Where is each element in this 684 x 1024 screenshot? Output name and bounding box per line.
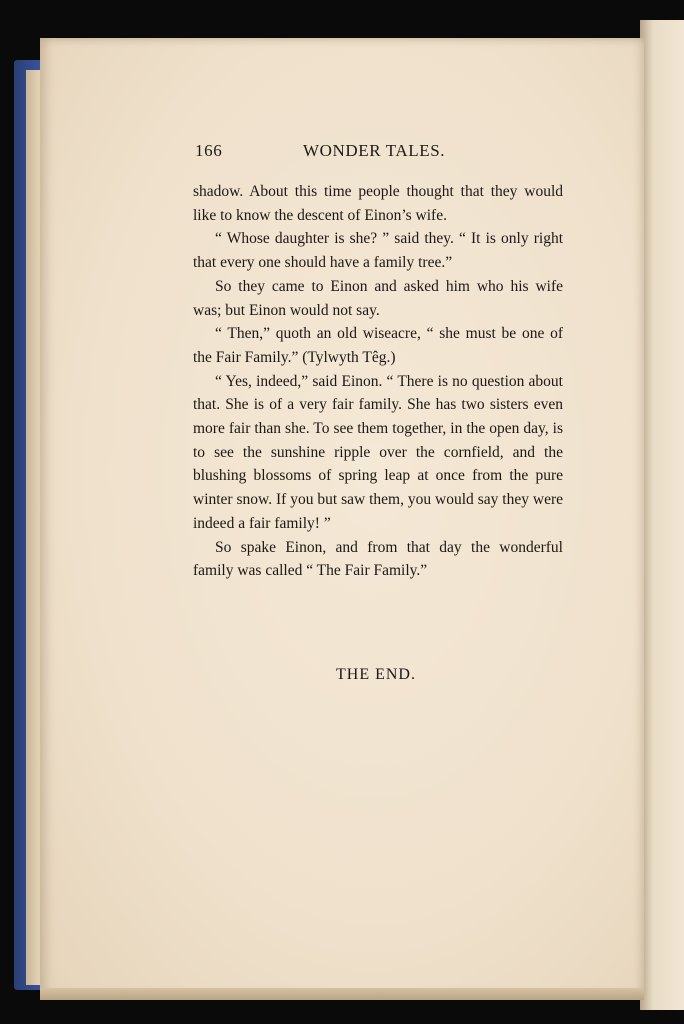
paragraph: “ Yes, indeed,” said Einon. “ There is no question about that. She is of a very fair family. She has two sisters even more fair than she. To see them together, in the open day, is to see the sunshine ripple over the cornfield, and the blushing blossoms of spring leap at once from the pure winter snow. If you but saw them, you would say they were indeed a fair family! ” <box>193 372 563 532</box>
paragraph: So spake Einon, and from that day the wonderful family was called “ The Fair Family.” <box>193 538 563 580</box>
running-title: WONDER TALES. <box>303 141 446 160</box>
paragraph: “ Whose daughter is she? ” said they. “ It is only right that every one should have a family tree.” <box>193 230 563 272</box>
page-number: 166 <box>195 141 223 160</box>
running-header <box>195 141 565 163</box>
paragraph: So they came to Einon and asked him who his wife was; but Einon would not say. <box>193 277 563 319</box>
page-bottom-edge <box>40 988 644 1000</box>
body-text <box>193 180 563 583</box>
paragraph: “ Then,” quoth an old wiseacre, “ she must be one of the Fair Family.” (Tylwyth Têg.) <box>193 325 563 366</box>
facing-page <box>640 20 684 1010</box>
paragraph: shadow. About this time people thought that they would like to know the descent of Einon’s wife. <box>193 183 563 224</box>
the-end-heading: THE END. <box>336 666 416 683</box>
